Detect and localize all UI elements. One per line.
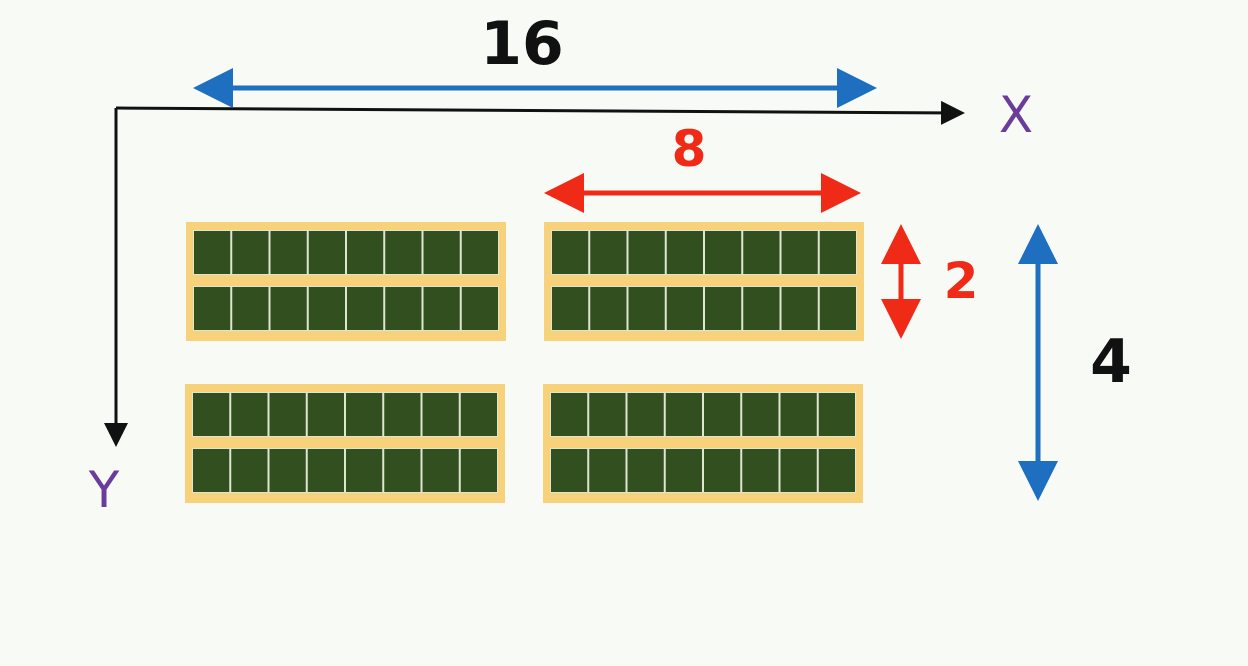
- thread-cell: [743, 231, 779, 274]
- thread-cell: [819, 393, 855, 436]
- thread-cell: [629, 231, 665, 274]
- thread-cell: [385, 287, 421, 330]
- thread-cell: [424, 231, 460, 274]
- thread-cell: [666, 449, 702, 492]
- thread-cell: [423, 393, 459, 436]
- thread-cell: [308, 449, 344, 492]
- thread-cell: [705, 231, 741, 274]
- thread-cell: [589, 393, 625, 436]
- thread-cell: [308, 393, 344, 436]
- thread-cell: [742, 449, 778, 492]
- thread-cell: [743, 287, 779, 330]
- thread-cell: [194, 287, 230, 330]
- thread-block: [544, 222, 864, 341]
- thread-cell: [589, 449, 625, 492]
- thread-block: [185, 384, 505, 503]
- thread-cell: [384, 393, 420, 436]
- total-height-label: 4: [1090, 327, 1132, 397]
- total-width-label: 16: [480, 9, 564, 79]
- thread-cell: [231, 449, 267, 492]
- thread-cell: [461, 449, 497, 492]
- thread-block: [186, 222, 506, 341]
- thread-cell: [590, 287, 626, 330]
- thread-cell: [346, 449, 382, 492]
- thread-cell: [270, 393, 306, 436]
- thread-cell: [704, 393, 740, 436]
- thread-cell: [462, 287, 498, 330]
- thread-cell: [704, 449, 740, 492]
- thread-cell: [628, 449, 664, 492]
- thread-cell: [347, 287, 383, 330]
- thread-cell: [385, 231, 421, 274]
- thread-cell: [271, 287, 307, 330]
- thread-cell: [781, 449, 817, 492]
- thread-cell: [705, 287, 741, 330]
- thread-cell: [423, 449, 459, 492]
- thread-cell: [590, 231, 626, 274]
- thread-cell: [782, 287, 818, 330]
- y-axis-label: Y: [88, 461, 120, 519]
- thread-cell: [781, 393, 817, 436]
- thread-cell: [193, 449, 229, 492]
- x-axis-label: X: [998, 86, 1034, 144]
- thread-cell: [309, 231, 345, 274]
- thread-cell: [820, 231, 856, 274]
- thread-block: [543, 384, 863, 503]
- block-width-label: 8: [671, 120, 707, 178]
- thread-cell: [667, 231, 703, 274]
- thread-cell: [271, 231, 307, 274]
- thread-cell: [628, 393, 664, 436]
- thread-cell: [194, 231, 230, 274]
- thread-cell: [551, 393, 587, 436]
- thread-cell: [552, 287, 588, 330]
- thread-cell: [270, 449, 306, 492]
- block-height-label: 2: [943, 252, 979, 310]
- thread-cell: [461, 393, 497, 436]
- thread-cell: [819, 449, 855, 492]
- thread-cell: [666, 393, 702, 436]
- thread-cell: [667, 287, 703, 330]
- thread-cell: [552, 231, 588, 274]
- thread-cell: [384, 449, 420, 492]
- thread-cell: [347, 231, 383, 274]
- thread-cell: [551, 449, 587, 492]
- thread-cell: [232, 287, 268, 330]
- thread-cell: [782, 231, 818, 274]
- thread-cell: [462, 231, 498, 274]
- x-axis-line: [116, 108, 962, 113]
- thread-cell: [309, 287, 345, 330]
- thread-cell: [629, 287, 665, 330]
- thread-cell: [193, 393, 229, 436]
- thread-cell: [742, 393, 778, 436]
- thread-cell: [231, 393, 267, 436]
- thread-cell: [232, 231, 268, 274]
- thread-cell: [346, 393, 382, 436]
- thread-cell: [424, 287, 460, 330]
- thread-cell: [820, 287, 856, 330]
- thread-blocks: [185, 222, 864, 503]
